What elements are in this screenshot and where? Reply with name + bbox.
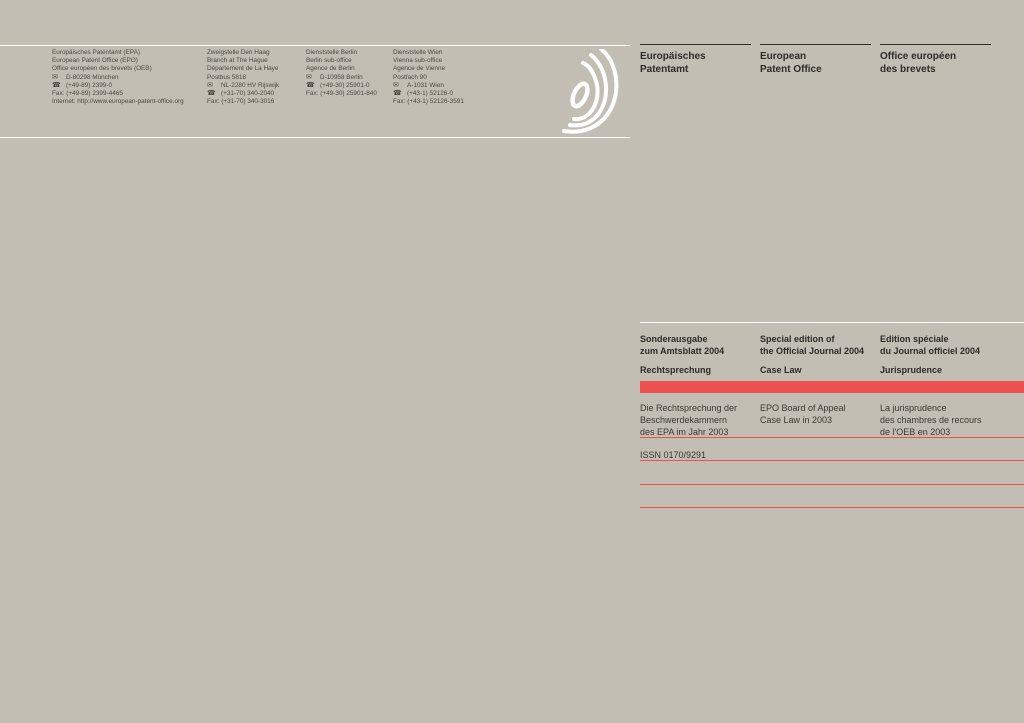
red-rule [640,507,1024,508]
office-name-en [760,44,871,76]
phone-icon: ☎ [393,89,402,97]
epo-logo-icon [556,49,628,135]
address-line-text: Fax: (+43-1) 52126-3591 [393,98,464,106]
address-line-text: European Patent Office (EPO) [52,57,138,65]
description-line: Die Rechtsprechung der [640,403,738,413]
address-line [207,82,279,90]
address-line-text: Dienststelle Wien [393,49,443,56]
office-name-de [640,44,751,76]
edition-top-rule [640,322,1024,323]
address-line-text: Postbus 5818 [207,73,247,81]
address-line [306,74,377,82]
office-name-line: des brevets [880,64,936,75]
address-line [52,98,184,106]
address-column-berlin [306,49,377,98]
address-line [52,57,184,65]
address-line-text: (+49-30) 25901-0 [320,81,370,89]
address-line [207,90,279,98]
edition-subject: Jurisprudence [880,365,943,375]
address-line [393,57,464,65]
edition-line: Special edition of [760,334,835,344]
office-name-line: Patentamt [640,64,689,75]
address-line-text: Département de La Haye [207,65,279,73]
office-name-fr [880,44,991,76]
address-line-text: (+43-1) 52126-0 [407,89,454,97]
address-line [393,82,464,90]
address-line-text: NL-2280 HV Rijswijk [221,81,280,89]
red-rule [640,484,1024,485]
address-line-text: (+31-70) 340-2040 [221,89,275,97]
address-line [393,74,464,82]
address-line [52,82,184,90]
address-line [52,90,184,98]
description-line: des chambres de recours [880,415,982,425]
address-line [306,49,377,57]
address-line-text: Europäisches Patentamt (EPA) [52,49,140,56]
address-line [207,98,279,106]
address-line-text: Office européen des brevets (OEB) [52,65,152,73]
letterhead-bottom-rule [0,137,630,138]
office-name-line: Europäisches [640,51,706,62]
address-line [393,65,464,73]
address-line [207,74,279,82]
edition-title-fr [880,333,998,376]
office-name-rule [880,44,991,45]
address-line [306,65,377,73]
address-line-text: Internet: http://www.european-patent-office.org [52,98,184,106]
address-line [52,65,184,73]
edition-subject: Case Law [760,365,802,375]
office-name-rule [640,44,751,45]
envelope-icon: ✉ [306,73,312,81]
address-line-text: Zweigstelle Den Haag [207,49,270,56]
address-line [52,74,184,82]
edition-title-de [640,333,758,376]
description-line: La jurisprudence [880,403,947,413]
edition-line: Edition spéciale [880,334,949,344]
edition-line: zum Amtsblatt 2004 [640,346,725,356]
address-line-text: Dienststelle Berlin [306,49,358,56]
address-column-munich [52,49,184,106]
office-name-rule [760,44,871,45]
address-line-text: Fax: (+49-89) 2399-4465 [52,89,123,97]
address-line-text: Fax: (+49-30) 25901-840 [306,89,377,97]
phone-icon: ☎ [207,89,216,97]
address-line [306,90,377,98]
address-line-text: Vienna sub-office [393,57,443,65]
address-line [52,49,184,57]
address-line [393,49,464,57]
description-line: Beschwerdekammern [640,415,728,425]
address-line-text: D-10958 Berlin [320,73,363,81]
red-rule [640,437,1024,438]
address-line [393,98,464,106]
edition-line: the Official Journal 2004 [760,346,865,356]
address-line-text: Branch at The Hague [207,57,268,65]
address-line-text: D-80298 München [66,73,119,81]
office-name-text [760,50,871,76]
address-line [306,82,377,90]
envelope-icon: ✉ [207,81,213,89]
office-name-text [640,50,751,76]
description-de [640,402,758,438]
address-line-text: (+49-89) 2399-0 [66,81,113,89]
phone-icon: ☎ [52,81,61,89]
address-line-text: Postfach 90 [393,73,427,81]
address-line [393,90,464,98]
office-name-line: European [760,51,807,62]
address-line [207,65,279,73]
envelope-icon: ✉ [52,73,58,81]
description-line: de l'OEB en 2003 [880,427,951,437]
address-column-hague [207,49,279,106]
phone-icon: ☎ [306,81,315,89]
red-accent-band [640,381,1024,393]
issn-number: ISSN 0170/9291 [640,450,707,460]
top-rule [0,45,630,46]
office-name-line: Patent Office [760,64,822,75]
edition-subject: Rechtsprechung [640,365,712,375]
description-line: des EPA im Jahr 2003 [640,427,729,437]
edition-title-en [760,333,878,376]
description-fr [880,402,998,438]
address-line [207,57,279,65]
description-line: Case Law in 2003 [760,415,833,425]
edition-line: Sonderausgabe [640,334,708,344]
description-line: EPO Board of Appeal [760,403,846,413]
edition-line: du Journal officiel 2004 [880,346,981,356]
address-column-vienna [393,49,464,106]
address-line-text: Fax: (+31-70) 340-3016 [207,98,275,106]
address-line-text: Agence de Berlin [306,65,355,73]
address-line [207,49,279,57]
description-en [760,402,878,426]
envelope-icon: ✉ [393,81,399,89]
office-name-line: Office européen [880,51,957,62]
office-name-text [880,50,991,76]
address-line [306,57,377,65]
address-line-text: A-1031 Wien [407,81,444,89]
address-line-text: Agence de Vienne [393,65,446,73]
address-line-text: Berlin sub-office [306,57,352,65]
